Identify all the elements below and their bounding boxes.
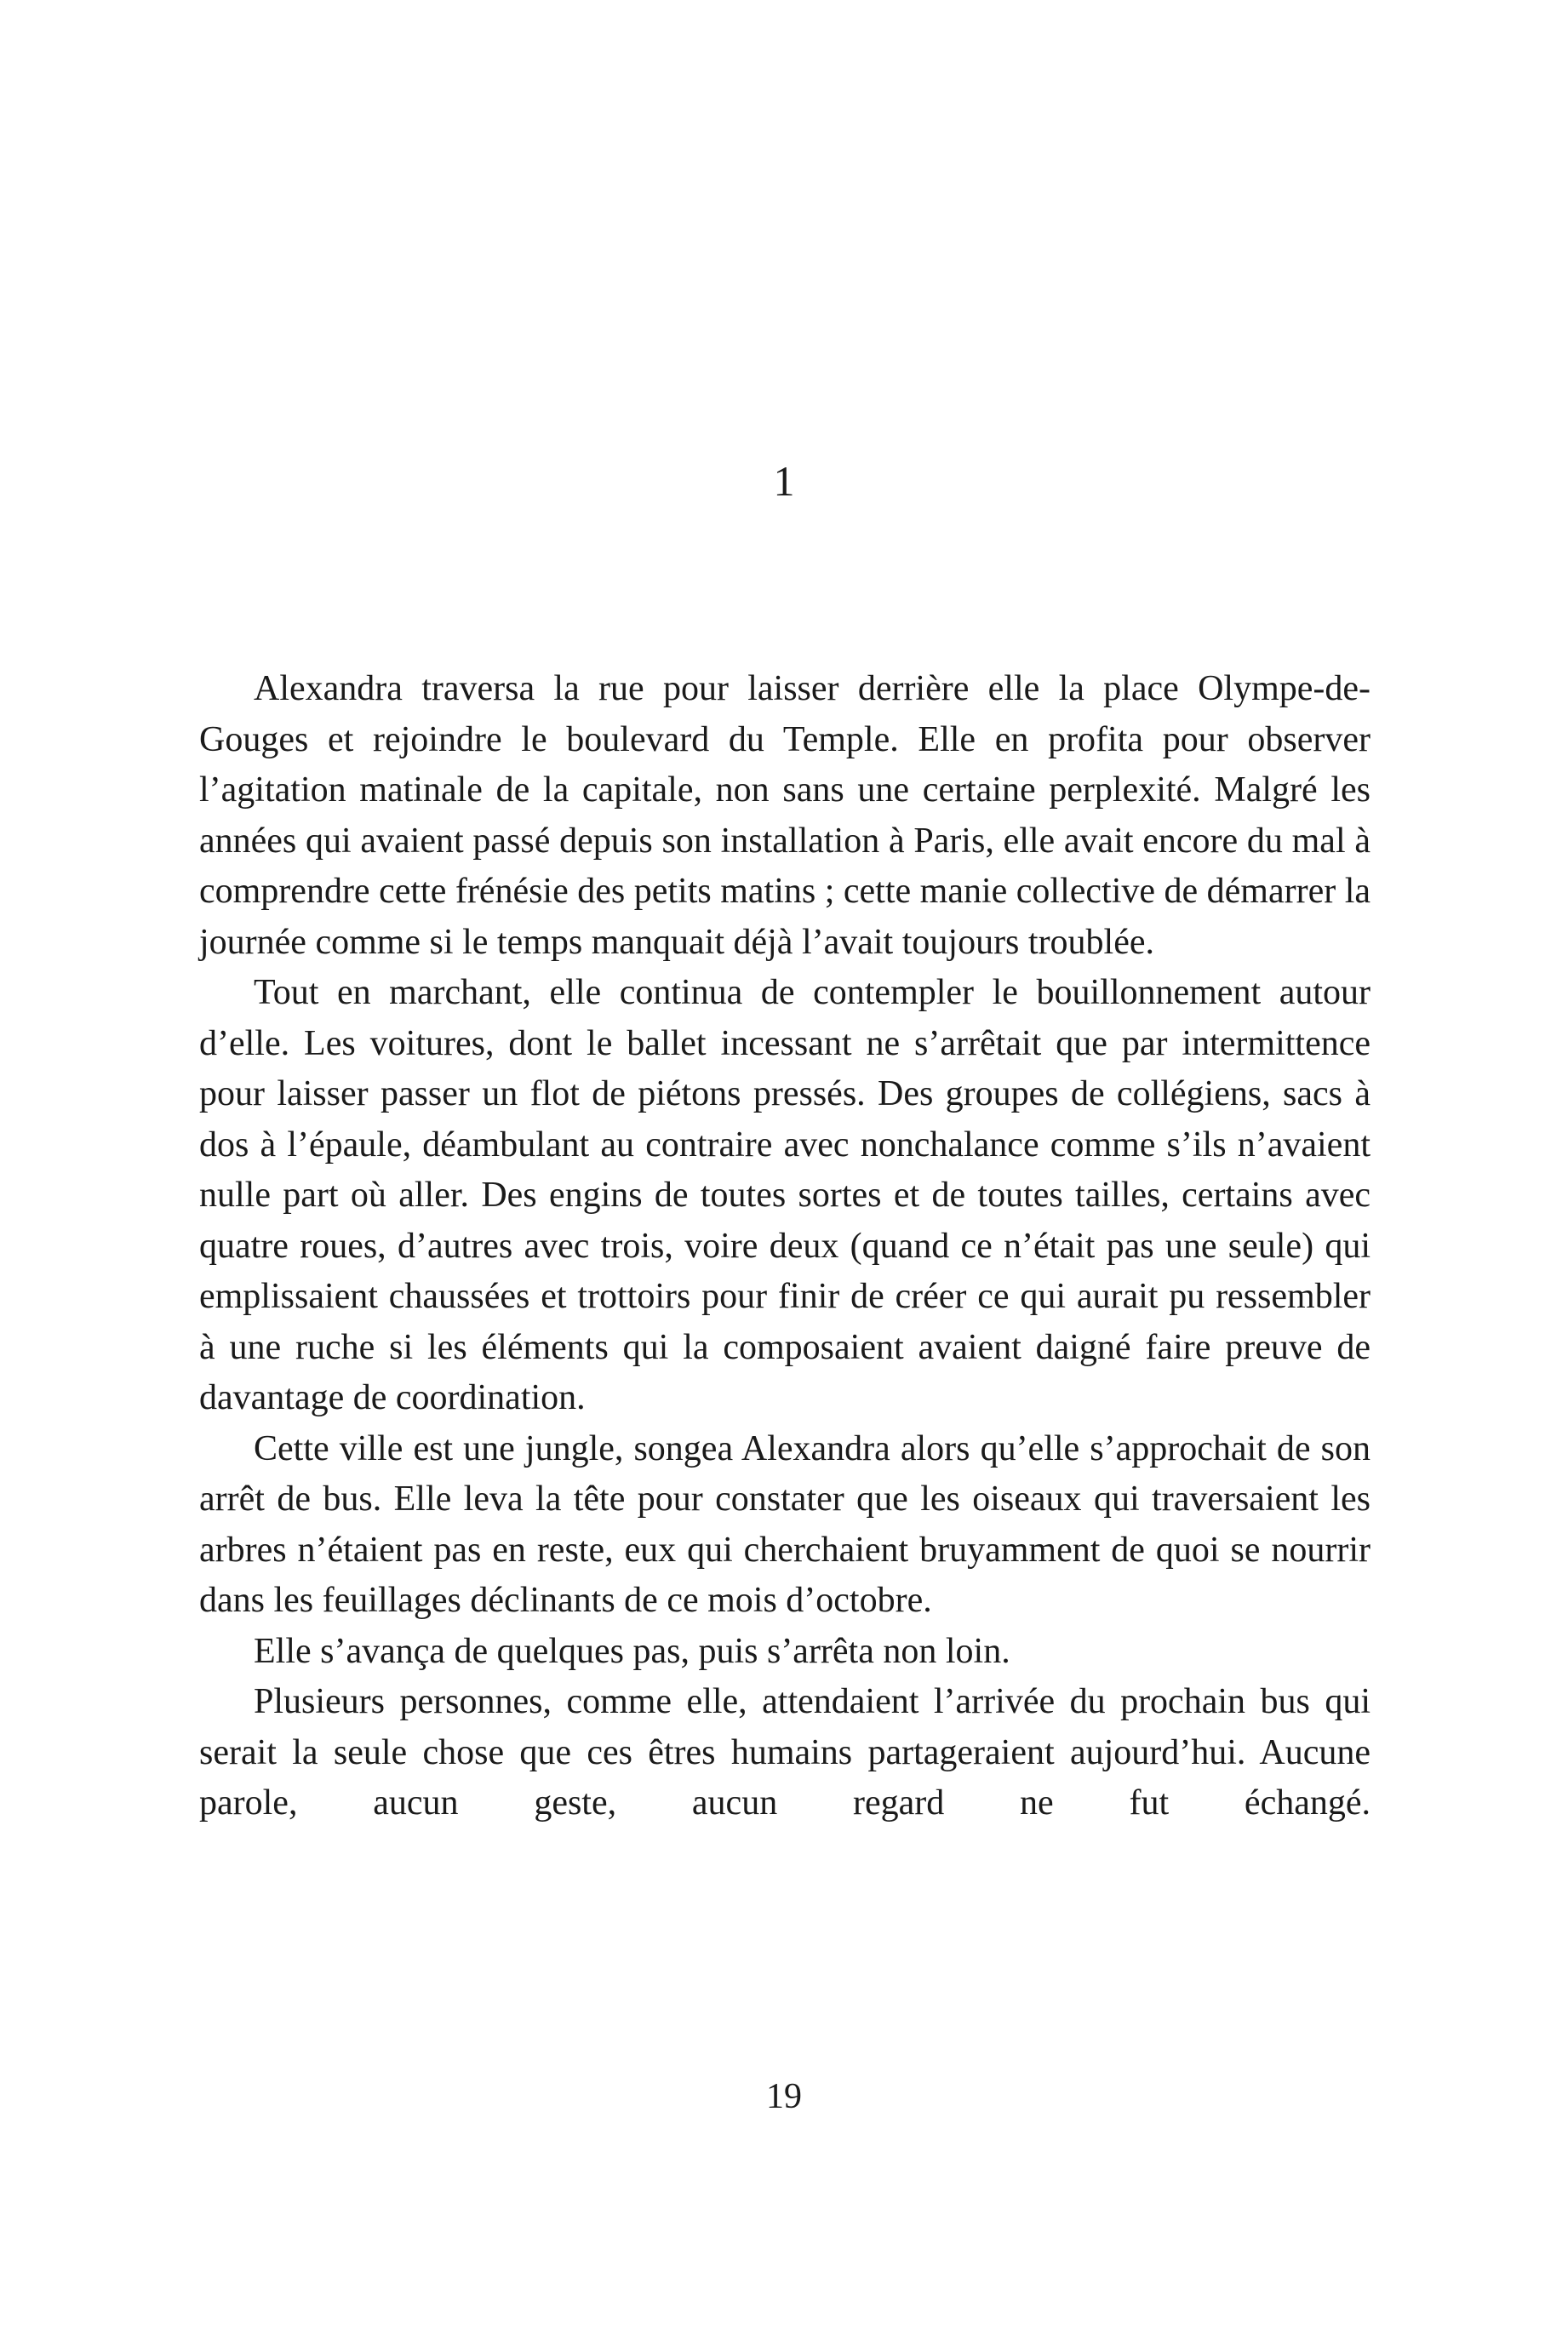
chapter-number: 1 [773, 457, 795, 505]
page-number: 19 [766, 2077, 802, 2116]
paragraph-2: Tout en marchant, elle continua de contempler le bouillonnement autour d’elle. Les voitures, dont le ballet incessant ne s’arrêtait que par intermittence pour laisser passer un flot de piétons pressés. Des groupes de collégiens, sacs à dos à l’épaule, déambulant au contraire avec nonchalance comme s’ils n’avaient nulle part où aller. Des engins de toutes sortes et de toutes tailles, certains avec quatre roues, d’autres avec trois, voire deux (quand ce n’était pas une seule) qui emplissaient chaussées et trottoirs pour finir de créer ce qui aurait pu ressembler à une ruche si les éléments qui la composaient avaient daigné faire preuve de davantage de coordination. [199, 973, 1371, 1417]
paragraph-5: Plusieurs personnes, comme elle, attendaient l’arrivée du prochain bus qui serait la seule chose que ces êtres humains partageraient aujourd’hui. Aucune parole, aucun geste, aucun regard ne fut échangé. [199, 1682, 1371, 1823]
paragraph-4: Elle s’avança de quelques pas, puis s’arrêta non loin. [254, 1631, 1010, 1671]
paragraph-3: Cette ville est une jungle, songea Alexandra alors qu’elle s’approchait de son arrêt de bus. Elle leva la tête pour constater que les oiseaux qui traversaient les arbres n’étaient pas en reste, eux qui cherchaient bruyamment de quoi se nourrir dans les feuillages déclinants de ce mois d’octobre. [199, 1428, 1371, 1620]
chapter-body [199, 664, 1371, 1829]
paragraph-1: Alexandra traversa la rue pour laisser derrière elle la place Olympe-de-Gouges et rejoindre le boulevard du Temple. Elle en profita pour observer l’agitation matinale de la capitale, non sans une certaine perplexité. Malgré les années qui avaient passé depuis son installation à Paris, elle avait encore du mal à comprendre cette frénésie des petits matins ; cette manie collective de démarrer la journée comme si le temps manquait déjà l’avait toujours troublée. [199, 669, 1371, 962]
